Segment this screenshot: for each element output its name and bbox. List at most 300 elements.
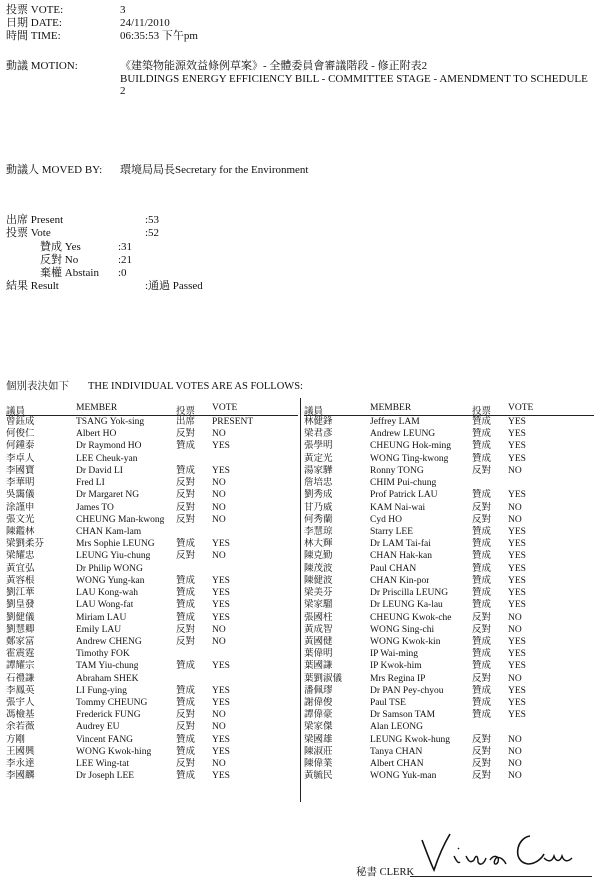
vote-zh: 贊成 <box>176 539 196 550</box>
member-name-en: Dr Joseph LEE <box>76 771 135 782</box>
member-name-zh: 張文光 <box>6 514 35 525</box>
vote-en: YES <box>508 526 526 537</box>
vote-en: YES <box>508 685 526 696</box>
member-name-zh: 黃成智 <box>304 624 333 635</box>
votes-table-right <box>304 403 594 783</box>
member-name-en: Cyd HO <box>370 514 402 525</box>
member-name-en: WONG Yung-kan <box>76 575 145 586</box>
member-name-zh: 譚耀宗 <box>6 661 35 672</box>
vote-zh: 反對 <box>472 612 492 623</box>
table-row <box>6 660 298 672</box>
member-name-en: Dr PAN Pey-chyou <box>370 685 444 696</box>
time-value: 06:35:53 下午pm <box>120 30 198 42</box>
vote-en: YES <box>508 551 526 562</box>
vote-en: NO <box>508 673 522 684</box>
member-name-zh: 梁劉柔芬 <box>6 539 45 550</box>
table-row <box>6 624 298 636</box>
vote-zh: 贊成 <box>472 539 492 550</box>
member-name-zh: 黃定光 <box>304 453 333 464</box>
header-vote-en: VOTE <box>212 403 238 413</box>
member-name-en: Prof Patrick LAU <box>370 490 438 501</box>
table-row <box>6 636 298 648</box>
vote-en: YES <box>212 661 230 672</box>
no-count: :21 <box>118 254 133 266</box>
vote-en: NO <box>508 612 522 623</box>
member-name-en: Fred LI <box>76 478 105 489</box>
vote-zh: 贊成 <box>176 661 196 672</box>
vote-en: NO <box>508 759 522 770</box>
table-row <box>6 563 298 575</box>
member-name-zh: 詹培忠 <box>304 478 333 489</box>
member-name-en: Abraham SHEK <box>76 673 139 684</box>
table-row <box>304 599 594 611</box>
vote-zh: 反對 <box>176 551 196 562</box>
vote-en: YES <box>212 612 230 623</box>
vote-zh: 贊成 <box>176 575 196 586</box>
member-name-zh: 石禮謙 <box>6 673 35 684</box>
table-row <box>304 563 594 575</box>
vote-en: NO <box>508 771 522 782</box>
table-row <box>6 514 298 526</box>
member-name-en: Miriam LAU <box>76 612 127 623</box>
member-name-zh: 張宇人 <box>6 698 35 709</box>
member-name-en: CHAN Kam-lam <box>76 526 142 537</box>
vote-en: YES <box>212 600 230 611</box>
member-name-en: Andrew LEUNG <box>370 429 436 440</box>
member-name-en: Mrs Regina IP <box>370 673 426 684</box>
table-row <box>304 685 594 697</box>
table-row <box>6 758 298 770</box>
member-name-zh: 余若薇 <box>6 722 35 733</box>
table-row <box>304 550 594 562</box>
member-name-zh: 劉秀成 <box>304 490 333 501</box>
motion-text <box>120 60 590 98</box>
vote-zh: 贊成 <box>472 661 492 672</box>
member-name-en: KAM Nai-wai <box>370 502 426 513</box>
vote-en: NO <box>508 514 522 525</box>
member-name-zh: 吳靄儀 <box>6 490 35 501</box>
member-name-en: Starry LEE <box>370 526 414 537</box>
header-vote-zh: 投票 <box>472 407 492 417</box>
table-header-left <box>6 403 298 416</box>
result-label: 結果 Result <box>6 280 59 292</box>
member-name-en: Dr Margaret NG <box>76 490 140 501</box>
header-member-zh: 議員 <box>304 407 324 417</box>
motion-text-zh: 《建築物能源效益條例草案》- 全體委員會審議階段 - 修正附表2 <box>120 60 428 72</box>
member-name-zh: 李鳳英 <box>6 685 35 696</box>
vote-zh: 贊成 <box>176 588 196 599</box>
member-name-en: IP Wai-ming <box>370 649 419 660</box>
vote-en: YES <box>508 417 526 427</box>
member-name-zh: 鄭家富 <box>6 636 35 647</box>
vote-en: NO <box>212 514 226 525</box>
table-row <box>6 538 298 550</box>
member-name-zh: 劉健儀 <box>6 612 35 623</box>
member-name-en: WONG Ting-kwong <box>370 453 449 464</box>
vote-en: YES <box>212 698 230 709</box>
vote-zh: 贊成 <box>472 453 492 464</box>
moved-by-value: 環境局局長Secretary for the Environment <box>120 164 309 176</box>
vote-zh: 贊成 <box>176 698 196 709</box>
vote-zh: 贊成 <box>176 746 196 757</box>
table-row <box>6 746 298 758</box>
member-name-en: Dr Priscilla LEUNG <box>370 588 449 599</box>
member-name-zh: 李慧琼 <box>304 526 333 537</box>
member-name-en: Frederick FUNG <box>76 710 141 721</box>
vote-zh: 贊成 <box>472 417 492 427</box>
no-label: 反對 No <box>40 254 79 266</box>
abstain-label: 棄權 Abstain <box>40 267 99 279</box>
table-row <box>6 599 298 611</box>
vote-en: NO <box>212 710 226 721</box>
member-name-zh: 陳克勤 <box>304 551 333 562</box>
member-name-en: TAM Yiu-chung <box>76 661 139 672</box>
vote-en: YES <box>508 539 526 550</box>
vote-en: NO <box>212 759 226 770</box>
member-name-en: Albert HO <box>76 429 117 440</box>
vote-en: NO <box>212 722 226 733</box>
table-row <box>6 428 298 440</box>
table-row <box>6 550 298 562</box>
time-label: 時間 TIME: <box>6 30 61 42</box>
vote-zh: 贊成 <box>176 600 196 611</box>
vote-zh: 贊成 <box>472 685 492 696</box>
vote-zh: 贊成 <box>472 563 492 574</box>
member-name-zh: 黃容根 <box>6 575 35 586</box>
member-name-en: Tanya CHAN <box>370 746 423 757</box>
member-name-zh: 譚偉豪 <box>304 710 333 721</box>
member-name-zh: 梁家騮 <box>304 600 333 611</box>
member-name-en: LEUNG Yiu-chung <box>76 551 151 562</box>
vote-en: YES <box>212 465 230 476</box>
member-name-en: Emily LAU <box>76 624 122 635</box>
vote-en: YES <box>508 600 526 611</box>
vote-en: YES <box>212 771 230 782</box>
member-name-zh: 梁耀忠 <box>6 551 35 562</box>
member-name-zh: 張國柱 <box>304 612 333 623</box>
vote-en: NO <box>212 490 226 501</box>
vote-zh: 反對 <box>176 710 196 721</box>
member-name-en: LEE Cheuk-yan <box>76 453 138 464</box>
vote-en: NO <box>212 429 226 440</box>
table-row <box>304 526 594 538</box>
vote-en: YES <box>508 453 526 464</box>
member-name-en: CHEUNG Kwok-che <box>370 612 452 623</box>
table-row <box>304 697 594 709</box>
table-row <box>6 575 298 587</box>
table-row <box>304 514 594 526</box>
member-name-zh: 陳淑莊 <box>304 746 333 757</box>
vote-zh: 贊成 <box>472 429 492 440</box>
vote-zh: 贊成 <box>176 734 196 745</box>
vote-zh: 反對 <box>472 624 492 635</box>
result-value: :通過 Passed <box>145 280 203 292</box>
header-vote-zh: 投票 <box>176 407 196 417</box>
table-row <box>6 697 298 709</box>
abstain-count: :0 <box>118 267 127 279</box>
table-row <box>304 465 594 477</box>
vote-zh: 贊成 <box>176 685 196 696</box>
member-name-en: CHEUNG Hok-ming <box>370 441 452 452</box>
table-row <box>6 685 298 697</box>
clerk-signature <box>418 826 578 876</box>
table-row <box>6 673 298 685</box>
member-name-en: Dr LAM Tai-fai <box>370 539 431 550</box>
table-row <box>304 746 594 758</box>
table-row <box>304 428 594 440</box>
member-name-zh: 梁國雄 <box>304 734 333 745</box>
vote-en: NO <box>212 624 226 635</box>
vote-en: NO <box>212 502 226 513</box>
motion-text-en: BUILDINGS ENERGY EFFICIENCY BILL - COMMITTEE STAGE - AMENDMENT TO SCHEDULE 2 <box>120 72 588 97</box>
member-name-zh: 涂謹申 <box>6 502 35 513</box>
member-name-en: Jeffrey LAM <box>370 417 420 427</box>
member-name-zh: 林大輝 <box>304 539 333 550</box>
table-row <box>6 648 298 660</box>
date-value: 24/11/2010 <box>120 17 170 29</box>
member-name-en: IP Kwok-him <box>370 661 422 672</box>
vote-en: YES <box>508 661 526 672</box>
member-name-zh: 李永達 <box>6 759 35 770</box>
vote-zh: 反對 <box>472 465 492 476</box>
vote-zh: 贊成 <box>176 441 196 452</box>
vote-zh: 贊成 <box>472 575 492 586</box>
vote-en: YES <box>212 734 230 745</box>
vote-zh: 反對 <box>176 429 196 440</box>
table-row <box>6 721 298 733</box>
vote-number-label: 投票 VOTE: <box>6 4 64 16</box>
vote-zh: 贊成 <box>472 526 492 537</box>
vote-zh: 反對 <box>176 502 196 513</box>
vote-en: NO <box>508 734 522 745</box>
vote-en: YES <box>508 636 526 647</box>
vote-zh: 反對 <box>472 673 492 684</box>
member-name-zh: 黃毓民 <box>304 771 333 782</box>
member-name-zh: 劉慧卿 <box>6 624 35 635</box>
member-name-en: WONG Kwok-kin <box>370 636 441 647</box>
vote-en: YES <box>212 588 230 599</box>
member-name-en: LEUNG Kwok-hung <box>370 734 450 745</box>
table-row <box>304 770 594 782</box>
vote-en: NO <box>212 636 226 647</box>
present-label: 出席 Present <box>6 214 64 226</box>
yes-count: :31 <box>118 241 133 253</box>
member-name-en: Dr David LI <box>76 465 123 476</box>
vote-en: NO <box>212 551 226 562</box>
vote-zh: 反對 <box>176 490 196 501</box>
member-name-zh: 梁家傑 <box>304 722 333 733</box>
table-row <box>304 440 594 452</box>
clerk-label: 秘書 CLERK <box>356 867 415 878</box>
member-name-zh: 林健鋒 <box>304 417 333 427</box>
member-name-en: CHAN Kin-por <box>370 575 430 586</box>
member-name-zh: 李華明 <box>6 478 35 489</box>
signature-line <box>410 876 592 877</box>
table-row <box>304 575 594 587</box>
vote-en: NO <box>508 746 522 757</box>
vote-en: YES <box>212 539 230 550</box>
vote-en: YES <box>508 563 526 574</box>
table-row <box>6 612 298 624</box>
votes-table-left <box>6 403 298 783</box>
member-name-zh: 張學明 <box>304 441 333 452</box>
member-name-zh: 梁美芬 <box>304 588 333 599</box>
member-name-en: Albert CHAN <box>370 759 424 770</box>
table-row <box>6 709 298 721</box>
vote-zh: 反對 <box>176 514 196 525</box>
table-row <box>6 526 298 538</box>
member-name-zh: 曾鈺成 <box>6 417 35 427</box>
table-row <box>6 477 298 489</box>
vote-zh: 反對 <box>176 624 196 635</box>
member-name-zh: 葉偉明 <box>304 649 333 660</box>
table-row <box>6 489 298 501</box>
member-name-zh: 何俊仁 <box>6 429 35 440</box>
member-name-zh: 陳偉業 <box>304 759 333 770</box>
member-name-zh: 方剛 <box>6 734 26 745</box>
member-name-zh: 霍震霆 <box>6 649 35 660</box>
vote-zh: 贊成 <box>472 698 492 709</box>
member-name-en: Mrs Sophie LEUNG <box>76 539 155 550</box>
table-row <box>304 612 594 624</box>
vote-en: YES <box>508 490 526 501</box>
header-vote-en: VOTE <box>508 403 534 413</box>
vote-en: YES <box>508 588 526 599</box>
header-member-zh: 議員 <box>6 407 26 417</box>
member-name-zh: 甘乃威 <box>304 502 333 513</box>
member-name-en: Dr Raymond HO <box>76 441 142 452</box>
table-body-left <box>6 416 298 783</box>
member-name-en: LI Fung-ying <box>76 685 127 696</box>
vote-en: NO <box>212 478 226 489</box>
member-name-en: WONG Kwok-hing <box>76 746 152 757</box>
member-name-en: Ronny TONG <box>370 465 424 476</box>
member-name-en: TSANG Yok-sing <box>76 417 145 427</box>
header-member-en: MEMBER <box>76 403 118 413</box>
member-name-en: CHAN Hak-kan <box>370 551 433 562</box>
vote-zh: 反對 <box>472 759 492 770</box>
vote-zh: 贊成 <box>472 636 492 647</box>
vote-zh: 反對 <box>176 478 196 489</box>
vote-en: NO <box>508 465 522 476</box>
member-name-en: Alan LEONG <box>370 722 424 733</box>
table-row <box>6 465 298 477</box>
vote-zh: 贊成 <box>472 551 492 562</box>
vote-en: YES <box>508 649 526 660</box>
vote-en: YES <box>212 575 230 586</box>
table-row <box>304 721 594 733</box>
vote-zh: 反對 <box>176 759 196 770</box>
vote-zh: 贊成 <box>472 649 492 660</box>
vote-zh: 贊成 <box>472 441 492 452</box>
member-name-zh: 謝偉俊 <box>304 698 333 709</box>
date-label: 日期 DATE: <box>6 17 62 29</box>
member-name-en: WONG Yuk-man <box>370 771 437 782</box>
member-name-zh: 湯家驊 <box>304 465 333 476</box>
vote-label: 投票 Vote <box>6 227 51 239</box>
table-row <box>6 440 298 452</box>
moved-by-label: 動議人 MOVED BY: <box>6 164 103 176</box>
vote-en: YES <box>212 441 230 452</box>
vote-zh: 反對 <box>176 722 196 733</box>
vote-en: YES <box>212 746 230 757</box>
motion-label: 動議 MOTION: <box>6 60 78 72</box>
vote-en: YES <box>508 710 526 721</box>
vote-zh: 反對 <box>176 636 196 647</box>
vote-en: NO <box>508 624 522 635</box>
member-name-zh: 李卓人 <box>6 453 35 464</box>
table-row <box>304 416 594 428</box>
member-name-zh: 陳健波 <box>304 575 333 586</box>
table-row <box>304 660 594 672</box>
member-name-zh: 何秀蘭 <box>304 514 333 525</box>
member-name-zh: 李國寶 <box>6 465 35 476</box>
member-name-zh: 馮檢基 <box>6 710 35 721</box>
vote-zh: 贊成 <box>472 588 492 599</box>
member-name-en: LAU Kong-wah <box>76 588 139 599</box>
yes-label: 贊成 Yes <box>40 241 81 253</box>
vote-count: :52 <box>145 227 160 239</box>
member-name-en: Dr Philip WONG <box>76 563 143 574</box>
member-name-en: Andrew CHENG <box>76 636 142 647</box>
member-name-zh: 潘佩璆 <box>304 685 333 696</box>
table-row <box>6 416 298 428</box>
vote-zh: 反對 <box>472 746 492 757</box>
member-name-en: WONG Sing-chi <box>370 624 435 635</box>
table-row <box>304 636 594 648</box>
vote-zh: 贊成 <box>472 710 492 721</box>
table-row <box>304 502 594 514</box>
table-row <box>6 734 298 746</box>
table-row <box>304 453 594 465</box>
table-row <box>304 673 594 685</box>
member-name-zh: 陳茂波 <box>304 563 333 574</box>
header-member-en: MEMBER <box>370 403 412 413</box>
individual-heading-zh: 個別表決如下 <box>6 381 69 392</box>
table-row <box>304 648 594 660</box>
member-name-en: James TO <box>76 502 114 513</box>
present-count: :53 <box>145 214 160 226</box>
table-row <box>304 758 594 770</box>
vote-en: PRESENT <box>212 417 254 427</box>
table-header-right <box>304 403 594 416</box>
member-name-zh: 黃宜弘 <box>6 563 35 574</box>
member-name-zh: 王國興 <box>6 746 35 757</box>
table-row <box>6 587 298 599</box>
vote-en: NO <box>508 502 522 513</box>
member-name-en: Dr LEUNG Ka-lau <box>370 600 443 611</box>
member-name-en: Tommy CHEUNG <box>76 698 148 709</box>
member-name-zh: 葉劉淑儀 <box>304 673 343 684</box>
table-row <box>304 538 594 550</box>
member-name-en: Vincent FANG <box>76 734 134 745</box>
table-row <box>304 587 594 599</box>
vote-zh: 反對 <box>472 514 492 525</box>
vote-en: YES <box>508 575 526 586</box>
vote-zh: 反對 <box>472 771 492 782</box>
member-name-zh: 葉國謙 <box>304 661 333 672</box>
table-body-right <box>304 416 594 783</box>
vote-number: 3 <box>120 4 126 16</box>
vote-zh: 贊成 <box>176 771 196 782</box>
member-name-en: LEE Wing-tat <box>76 759 129 770</box>
member-name-en: Timothy FOK <box>76 649 130 660</box>
member-name-zh: 黃國健 <box>304 636 333 647</box>
vote-en: YES <box>212 685 230 696</box>
table-row <box>304 624 594 636</box>
vote-zh: 贊成 <box>176 612 196 623</box>
member-name-en: CHIM Pui-chung <box>370 478 437 489</box>
